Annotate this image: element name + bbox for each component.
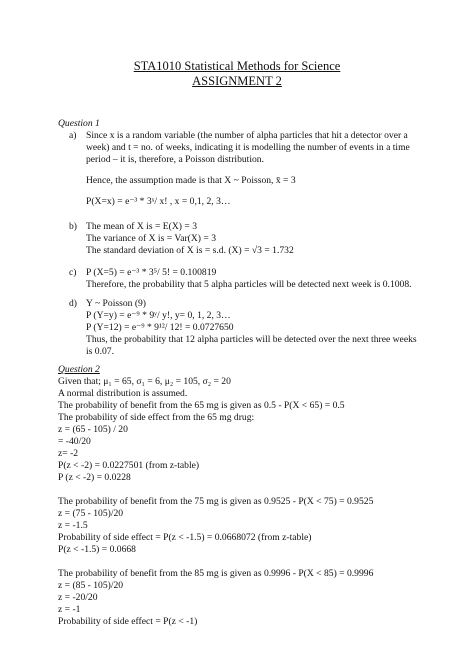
q1-c-line: P (X=5) = e⁻³ * 3⁵/ 5! = 0.100819: [86, 267, 217, 278]
document-title: STA1010 Statistical Methods for Science: [133, 59, 341, 73]
q2-heading: Question 2: [58, 364, 100, 375]
q1-d-line: P (Y=y) = e⁻⁹ * 9ʸ/ y!, y= 0, 1, 2, 3…: [86, 310, 231, 321]
q2-line: P(z < -1.5) = 0.0668: [58, 544, 136, 555]
q1-c-marker: c): [69, 267, 77, 278]
q1-a-line: Since x is a random variable (the number of alpha particles that hit a detector over a: [86, 130, 408, 141]
q1-b-line: The mean of X is = E(X) = 3: [86, 221, 197, 232]
q2-line: The probability of benefit from the 75 mg is given as 0.9525 - P(X < 75) = 0.9525: [58, 496, 374, 507]
q1-d-line: P (Y=12) = e⁻⁹ * 9¹²/ 12! = 0.0727650: [86, 322, 234, 333]
q1-b-marker: b): [69, 221, 77, 232]
q2-line: z= -2: [58, 448, 79, 459]
q2-line: z = -1.5: [58, 520, 88, 531]
q2-line: z = -20/20: [58, 592, 98, 603]
q2-line: Given that; μ₁ = 65, σ₁ = 6, μ₂ = 105, σ₂ = 20: [58, 376, 231, 387]
document-subtitle: ASSIGNMENT 2: [192, 74, 282, 88]
q1-c-line: Therefore, the probability that 5 alpha particles will be detected next week is 0.1008.: [86, 279, 412, 290]
q1-a-line: P(X=x) = e⁻³ * 3ˣ/ x! , x = 0,1, 2, 3…: [86, 196, 231, 207]
q1-d-line: Y ~ Poisson (9): [86, 298, 147, 309]
q2-line: = -40/20: [58, 436, 91, 447]
q2-line: P(z < -2) = 0.0227501 (from z-table): [58, 460, 200, 471]
q2-line: The probability of benefit from the 85 mg is given as 0.9996 - P(X < 85) = 0.9996: [58, 568, 374, 579]
q1-d-line: Thus, the probability that 12 alpha particles will be detected over the next three weeks: [86, 334, 417, 345]
q1-heading: Question 1: [58, 118, 100, 129]
q1-a-line: period – it is, therefore, a Poisson distribution.: [86, 154, 264, 165]
q2-line: Probability of side effect = P(z < -1.5) = 0.0668072 (from z-table): [58, 532, 312, 543]
q2-line: The probability of side effect from the 65 mg drug:: [58, 412, 255, 423]
q1-b-line: The variance of X is = Var(X) = 3: [86, 233, 216, 244]
q2-line: z = (85 - 105)/20: [58, 580, 124, 591]
q1-a-line: Hence, the assumption made is that X ~ Poisson, x̄ = 3: [86, 175, 296, 186]
q1-d-line: is 0.07.: [86, 346, 114, 357]
q2-line: z = (65 - 105) / 20: [58, 424, 128, 435]
q1-a-marker: a): [69, 130, 77, 141]
q2-line: The probability of benefit from the 65 mg is given as 0.5 - P(X < 65) = 0.5: [58, 400, 345, 411]
q1-b-line: The standard deviation of X is = s.d. (X) = √3 = 1.732: [86, 245, 294, 256]
q2-line: Probability of side effect = P(z < -1): [58, 616, 198, 627]
q2-line: z = -1: [58, 604, 81, 615]
q1-a-line: week) and t = no. of weeks, indicating it is modelling the number of events in a time: [86, 142, 410, 153]
q2-line: z = (75 - 105)/20: [58, 508, 124, 519]
q1-d-marker: d): [69, 298, 77, 309]
q2-line: A normal distribution is assumed.: [58, 388, 188, 399]
q2-line: P (z < -2) = 0.0228: [58, 472, 131, 483]
